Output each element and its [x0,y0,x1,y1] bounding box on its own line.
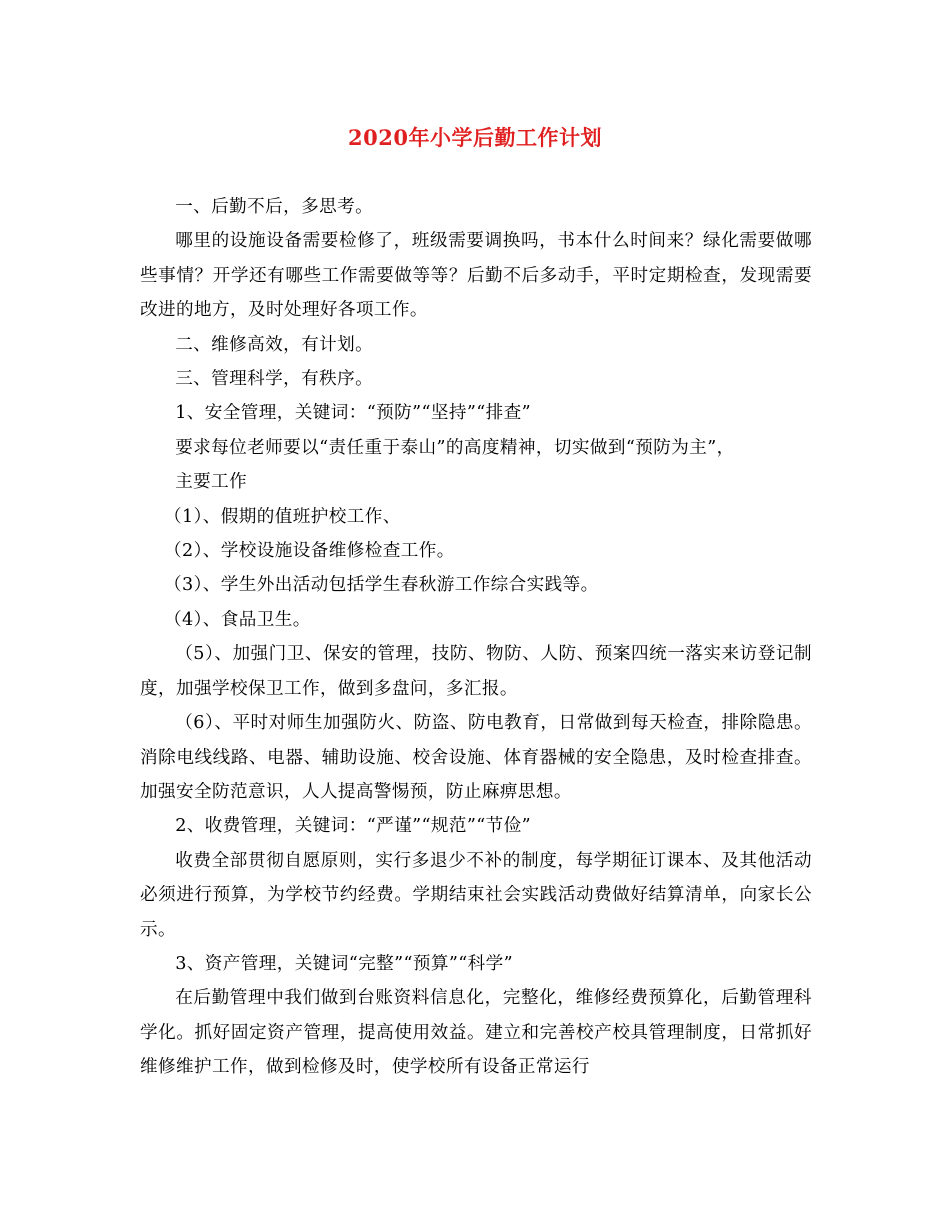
section-heading: 二、维修高效，有计划。 [175,334,374,355]
subsection-heading: 2、收费管理，关键词：“严谨”“规范”“节俭” [175,816,532,837]
paragraph: 在后勤管理中我们做到台账资料信息化，完整化，维修经费预算化，后勤管理科学化。抓好固定资产管理，提高使用效益。建立和完善校产校具管理制度，日常抓好维修维护工作，做到检修及时，使学校所有设备正常运行 [140,988,812,1078]
list-item: （3）、学生外出活动包括学生春秋游工作综合实践等。 [164,575,599,596]
subsection-heading: 3、资产管理，关键词“完整”“预算”“科学” [175,953,514,974]
list-item: （4）、食品卫生。 [164,609,311,630]
paragraph: 要求每位老师要以“责任重于泰山”的高度精神，切实做到“预防为主”， [175,437,735,458]
subsection-heading: 1、安全管理，关键词：“预防”“坚持”“排查” [175,403,532,424]
list-item: （2）、学校设施设备维修检查工作。 [164,541,455,562]
paragraph: 主要工作 [175,472,248,493]
list-item: （1）、假期的值班护校工作、 [164,506,401,527]
section-heading: 一、后勤不后，多思考。 [175,197,374,217]
paragraph: 哪里的设施设备需要检修了，班级需要调换吗，书本什么时间来？绿化需要做哪些事情？开学还有哪些工作需要做等等？后勤不后多动手，平时定期检查，发现需要改进的地方，及时处理好各项工作。 [140,231,812,321]
list-item: （6）、平时对师生加强防火、防盗、防电教育，日常做到每天检查，排除隐患。消除电线线路、电器、辅助设施、校舍设施、体育器械的安全隐患，及时检查排查。加强安全防范意识，人人提高警惕预，防止麻痹思想。 [140,713,812,802]
section-heading: 三、管理科学，有秩序。 [175,369,374,390]
paragraph: 收费全部贯彻自愿原则，实行多退少不补的制度，每学期征订课本、及其他活动必须进行预算，为学校节约经费。学期结束社会实践活动费做好结算清单，向家长公示。 [140,850,812,940]
document-title: 2020年小学后勤工作计划 [348,125,602,150]
list-item: （5）、加强门卫、保安的管理，技防、物防、人防、预案四统一落实来访登记制度，加强学校保卫工作，做到多盘问，多汇报。 [140,644,812,699]
document-body [140,190,812,1085]
